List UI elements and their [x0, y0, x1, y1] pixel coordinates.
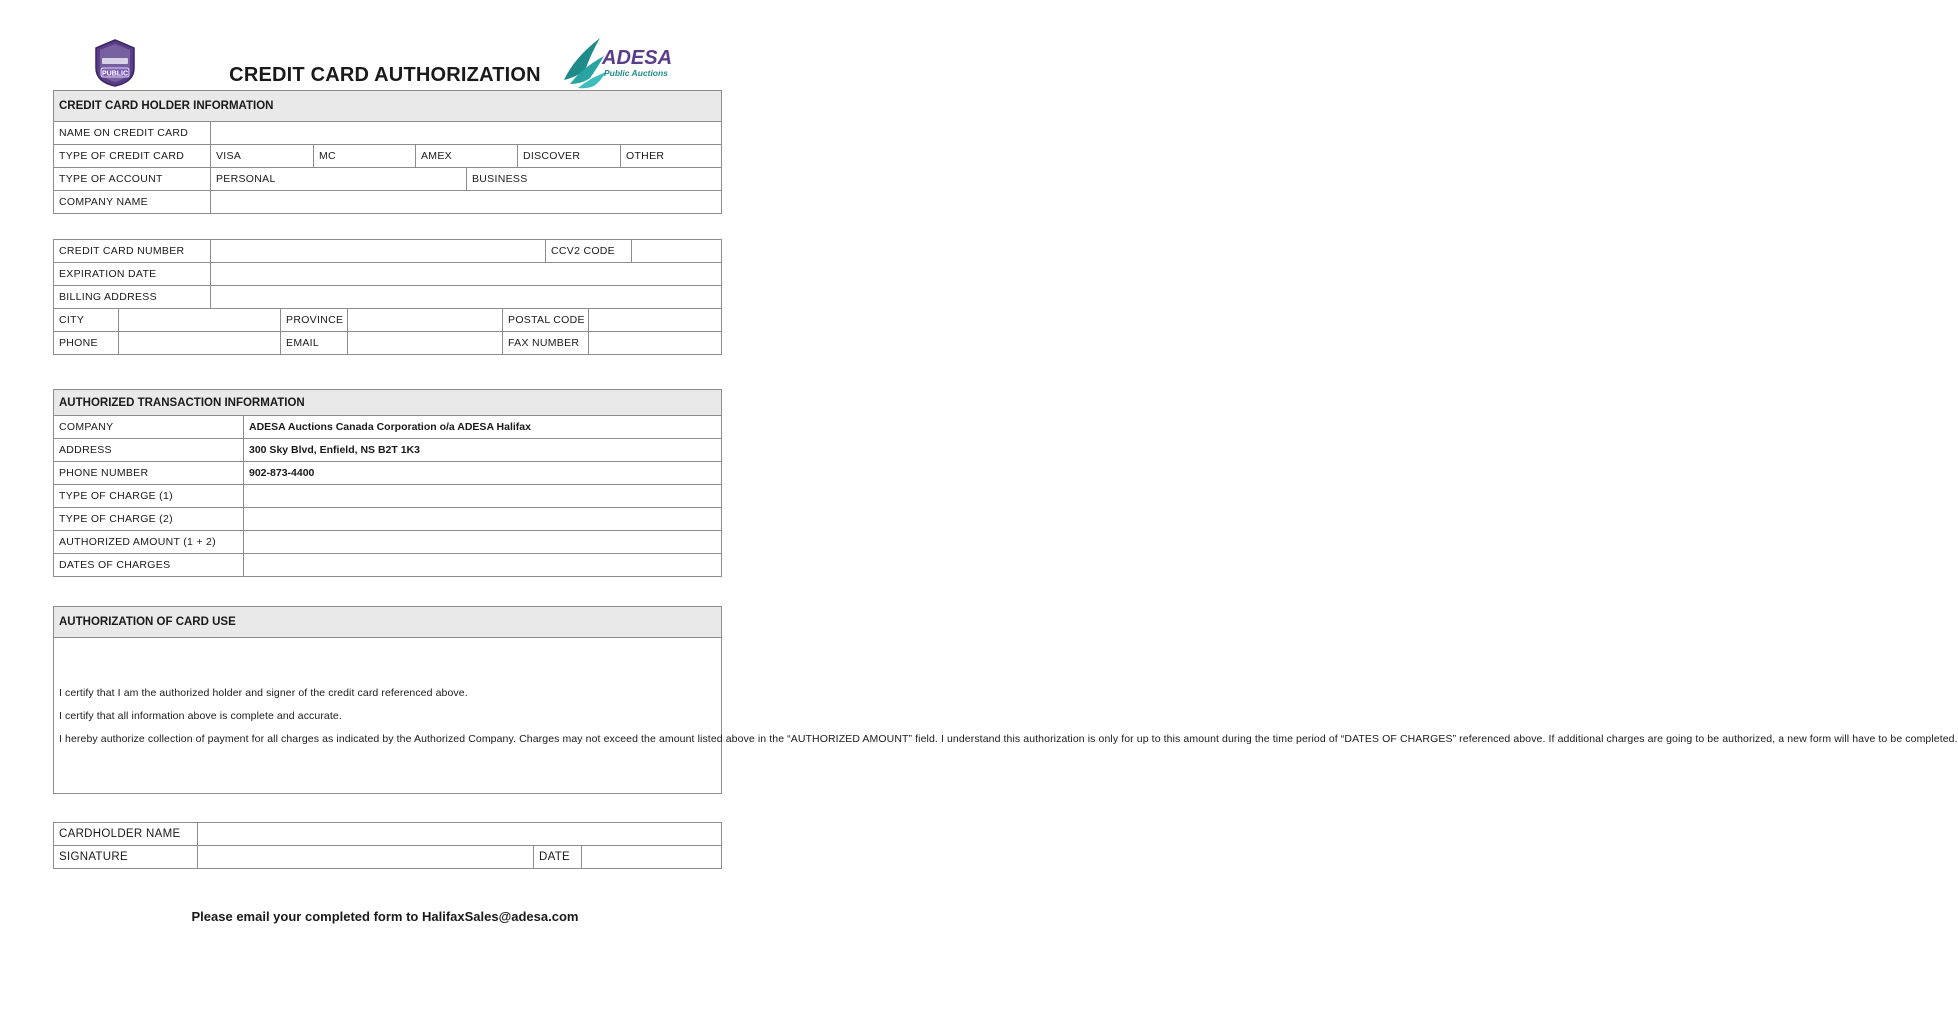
account-type-business[interactable]: BUSINESS [467, 168, 722, 191]
signature-label: SIGNATURE [54, 846, 198, 869]
ccv2-field[interactable] [632, 240, 722, 263]
cardholder-name-field[interactable] [198, 823, 722, 846]
email-label: EMAIL [281, 332, 348, 355]
ccv2-label: CCV2 CODE [546, 240, 632, 263]
footer-instructions: Please email your completed form to HalifaxSales@adesa.com [191, 909, 579, 924]
signature-table [53, 822, 722, 869]
cardholder-info-header: CREDIT CARD HOLDER INFORMATION [54, 91, 722, 122]
postal-code-field[interactable] [589, 309, 722, 332]
signature-field[interactable] [198, 846, 534, 869]
dates-of-charges-field[interactable] [244, 554, 722, 577]
name-on-card-field[interactable] [211, 122, 722, 145]
card-type-other[interactable]: OTHER [621, 145, 722, 168]
transaction-info-table [53, 389, 722, 577]
city-field[interactable] [119, 309, 281, 332]
svg-text:Public Auctions: Public Auctions [604, 68, 668, 78]
certify-holder-text: I certify that I am the authorized holder and signer of the credit card referenced above. [59, 686, 468, 699]
cardholder-name-label: CARDHOLDER NAME [54, 823, 198, 846]
card-type-mc[interactable]: MC [314, 145, 416, 168]
address-label: ADDRESS [54, 439, 244, 462]
collection-authorization-text: I hereby authorize collection of payment for all charges as indicated by the Authorized Company. Charges may not exceed the amount listed above in the “AUTHORIZED AMOUNT” field. I understand this authorization is only for up to this amount during the time period of “DATES OF CHARGES” referenced above. If additional charges are going to be authorized, a new form will have to be completed. [59, 732, 1958, 745]
certify-accuracy-text: I certify that all information above is complete and accurate. [59, 709, 342, 722]
date-field[interactable] [582, 846, 722, 869]
fax-field[interactable] [589, 332, 722, 355]
charge-type-2-label: TYPE OF CHARGE (2) [54, 508, 244, 531]
authorized-amount-field[interactable] [244, 531, 722, 554]
phone-number-label: PHONE NUMBER [54, 462, 244, 485]
company-name-field[interactable] [211, 191, 722, 214]
billing-address-field[interactable] [211, 286, 722, 309]
phone-label: PHONE [54, 332, 119, 355]
postal-code-label: POSTAL CODE [503, 309, 589, 332]
city-label: CITY [54, 309, 119, 332]
card-type-visa[interactable]: VISA [211, 145, 314, 168]
expiration-label: EXPIRATION DATE [54, 263, 211, 286]
company-label: COMPANY [54, 416, 244, 439]
province-label: PROVINCE [281, 309, 348, 332]
charge-type-2-field[interactable] [244, 508, 722, 531]
authorization-table [53, 606, 1958, 794]
transaction-info-header: AUTHORIZED TRANSACTION INFORMATION [54, 390, 722, 416]
company-value: ADESA Auctions Canada Corporation o/a ADESA Halifax [244, 416, 722, 439]
phone-number-value: 902-873-4400 [244, 462, 722, 485]
account-type-personal[interactable]: PERSONAL [211, 168, 467, 191]
card-type-amex[interactable]: AMEX [416, 145, 518, 168]
billing-address-label: BILLING ADDRESS [54, 286, 211, 309]
card-number-field[interactable] [211, 240, 546, 263]
charge-type-1-label: TYPE OF CHARGE (1) [54, 485, 244, 508]
authorized-amount-label: AUTHORIZED AMOUNT (1 + 2) [54, 531, 244, 554]
authorization-text [54, 638, 1958, 794]
fax-label: FAX NUMBER [503, 332, 589, 355]
card-details-table [53, 239, 722, 355]
cardholder-info-table [53, 90, 722, 214]
province-field[interactable] [348, 309, 503, 332]
authorization-header: AUTHORIZATION OF CARD USE [54, 607, 722, 638]
address-value: 300 Sky Blvd, Enfield, NS B2T 1K3 [244, 439, 722, 462]
dates-of-charges-label: DATES OF CHARGES [54, 554, 244, 577]
name-on-card-label: NAME ON CREDIT CARD [54, 122, 211, 145]
charge-type-1-field[interactable] [244, 485, 722, 508]
svg-text:PUBLIC: PUBLIC [101, 70, 129, 78]
card-type-discover[interactable]: DISCOVER [518, 145, 621, 168]
document-title: CREDIT CARD AUTHORIZATION [229, 64, 541, 86]
account-type-label: TYPE OF ACCOUNT [54, 168, 211, 191]
company-name-label: COMPANY NAME [54, 191, 211, 214]
card-number-label: CREDIT CARD NUMBER [54, 240, 211, 263]
date-label: DATE [534, 846, 582, 869]
email-field[interactable] [348, 332, 503, 355]
expiration-field[interactable] [211, 263, 722, 286]
svg-text:ADESA: ADESA [602, 47, 673, 69]
card-type-label: TYPE OF CREDIT CARD [54, 145, 211, 168]
phone-field[interactable] [119, 332, 281, 355]
